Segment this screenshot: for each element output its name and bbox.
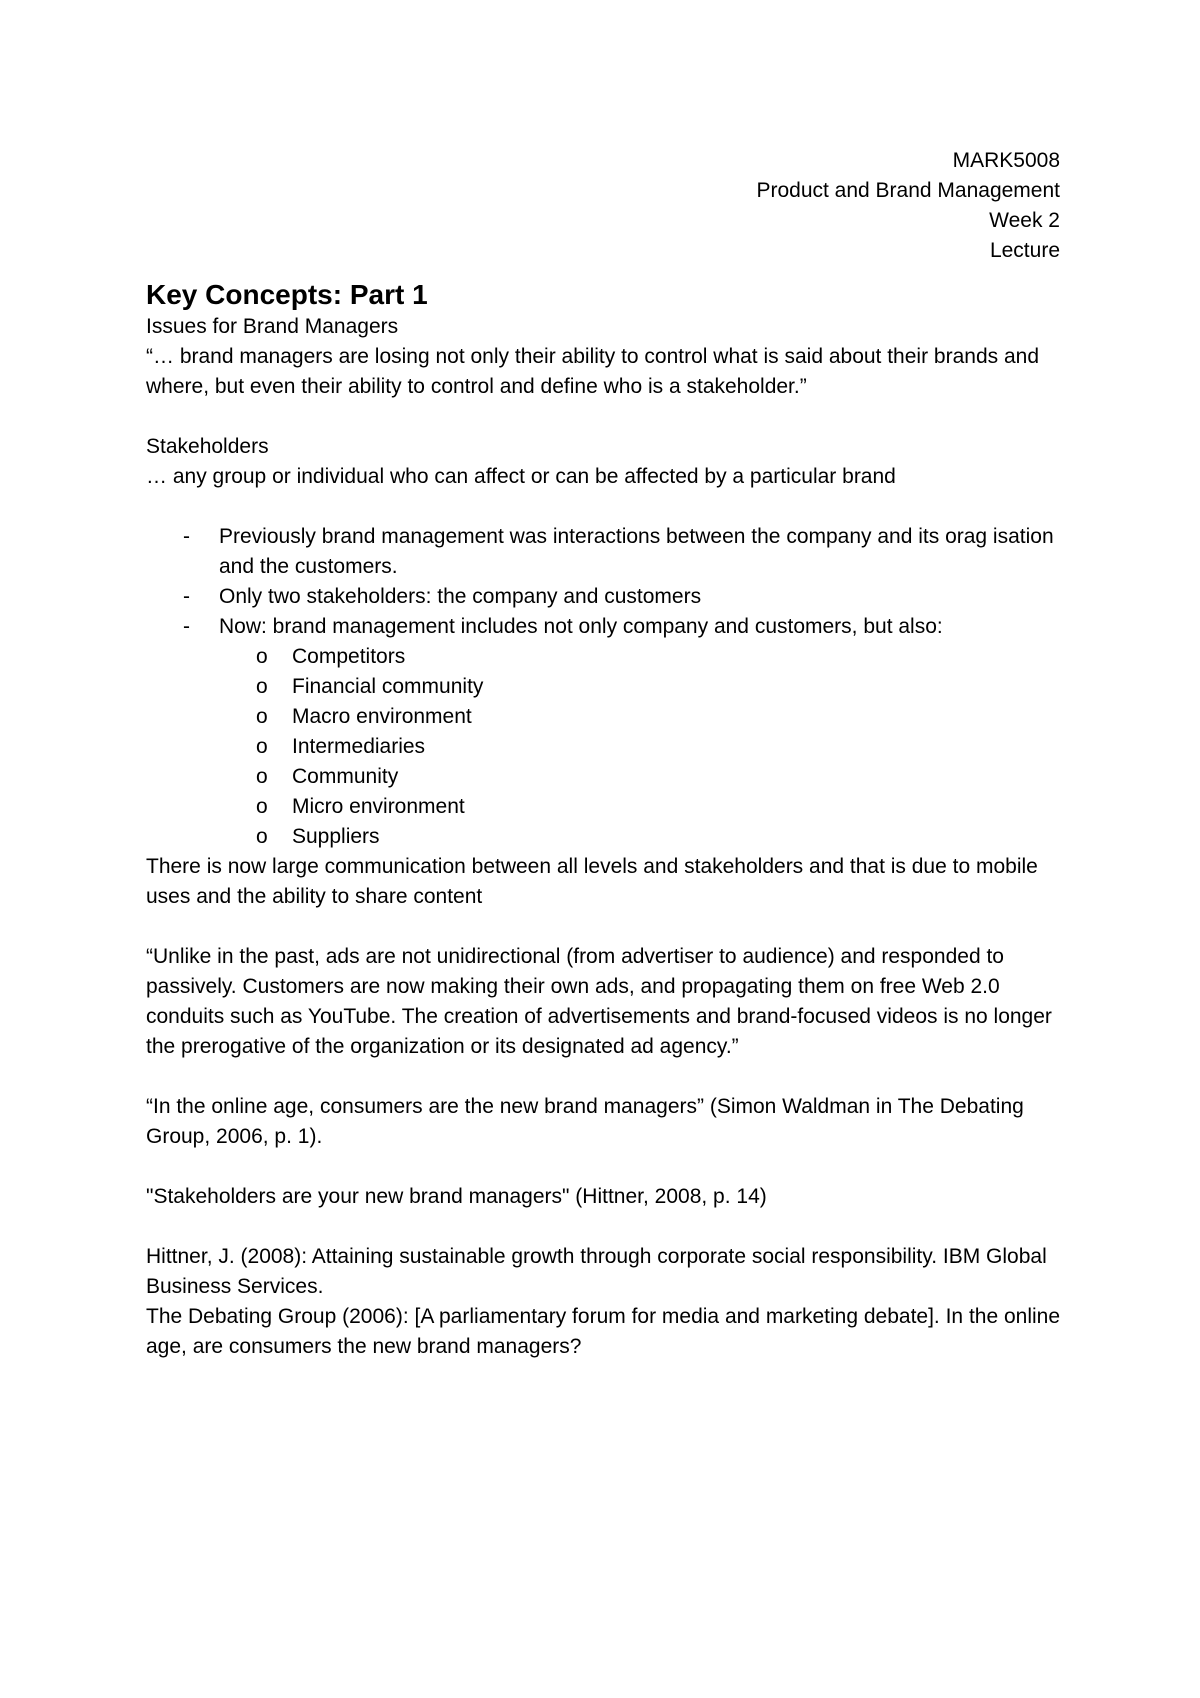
document-header [146,146,1060,266]
spacer [146,1152,1064,1182]
sub-list-item: o Financial community [146,672,1064,702]
spacer [146,402,1064,432]
spacer [146,1062,1064,1092]
list-item: - Previously brand management was interactions between the company and its orag isation and the customers. [146,522,1064,582]
stakeholders-definition: … any group or individual who can affect or can be affected by a particular brand [146,465,896,488]
spacer [146,492,1064,522]
sub-list-item: o Competitors [146,642,1064,672]
list-item: - Now: brand management includes not only company and customers, but also: [146,612,1064,642]
course-name: Product and Brand Management [756,179,1060,202]
stakeholders-heading: Stakeholders [146,435,269,458]
sub-list-item: o Suppliers [146,822,1064,852]
reference-debating-group: The Debating Group (2006): [A parliamentary forum for media and marketing debate]. In the online age, are consumers the new brand managers? [146,1305,1061,1358]
issues-quote: “… brand managers are losing not only their ability to control what is said about their brands and where, but even their ability to control and define who is a stakeholder.” [146,345,1039,398]
sub-list-item: o Micro environment [146,792,1064,822]
page-title: Key Concepts: Part 1 [146,279,428,310]
lecture-label: Lecture [989,239,1060,262]
list-item: - Only two stakeholders: the company and customers [146,582,1064,612]
unlike-quote: “Unlike in the past, ads are not unidirectional (from advertiser to audience) and responded to passively. Customers are now making their own ads, and propagating them on free Web 2.0 conduits such as YouTube. The creation of advertisements and brand-focused videos is no longer the prerogative of the organization or its designated ad agency.” [146,945,1052,1058]
course-code: MARK5008 [952,149,1060,172]
sub-list [146,642,1064,852]
document-page [146,146,1064,1362]
sub-list-item: o Macro environment [146,702,1064,732]
spacer [146,1212,1064,1242]
week-label: Week 2 [989,209,1060,232]
online-age-quote: “In the online age, consumers are the new brand managers” (Simon Waldman in The Debating Group, 2006, p. 1). [146,1095,1024,1148]
dash-list [146,522,1064,642]
sub-list-item: o Community [146,762,1064,792]
spacer [146,912,1064,942]
sub-list-item: o Intermediaries [146,732,1064,762]
communication-paragraph: There is now large communication between all levels and stakeholders and that is due to mobile uses and the ability to share content [146,855,1038,908]
issues-heading: Issues for Brand Managers [146,315,399,338]
stakeholders-quote: "Stakeholders are your new brand managers" (Hittner, 2008, p. 14) [146,1185,767,1208]
reference-hittner: Hittner, J. (2008): Attaining sustainable growth through corporate social responsibility. IBM Global Business Services. [146,1245,1047,1298]
